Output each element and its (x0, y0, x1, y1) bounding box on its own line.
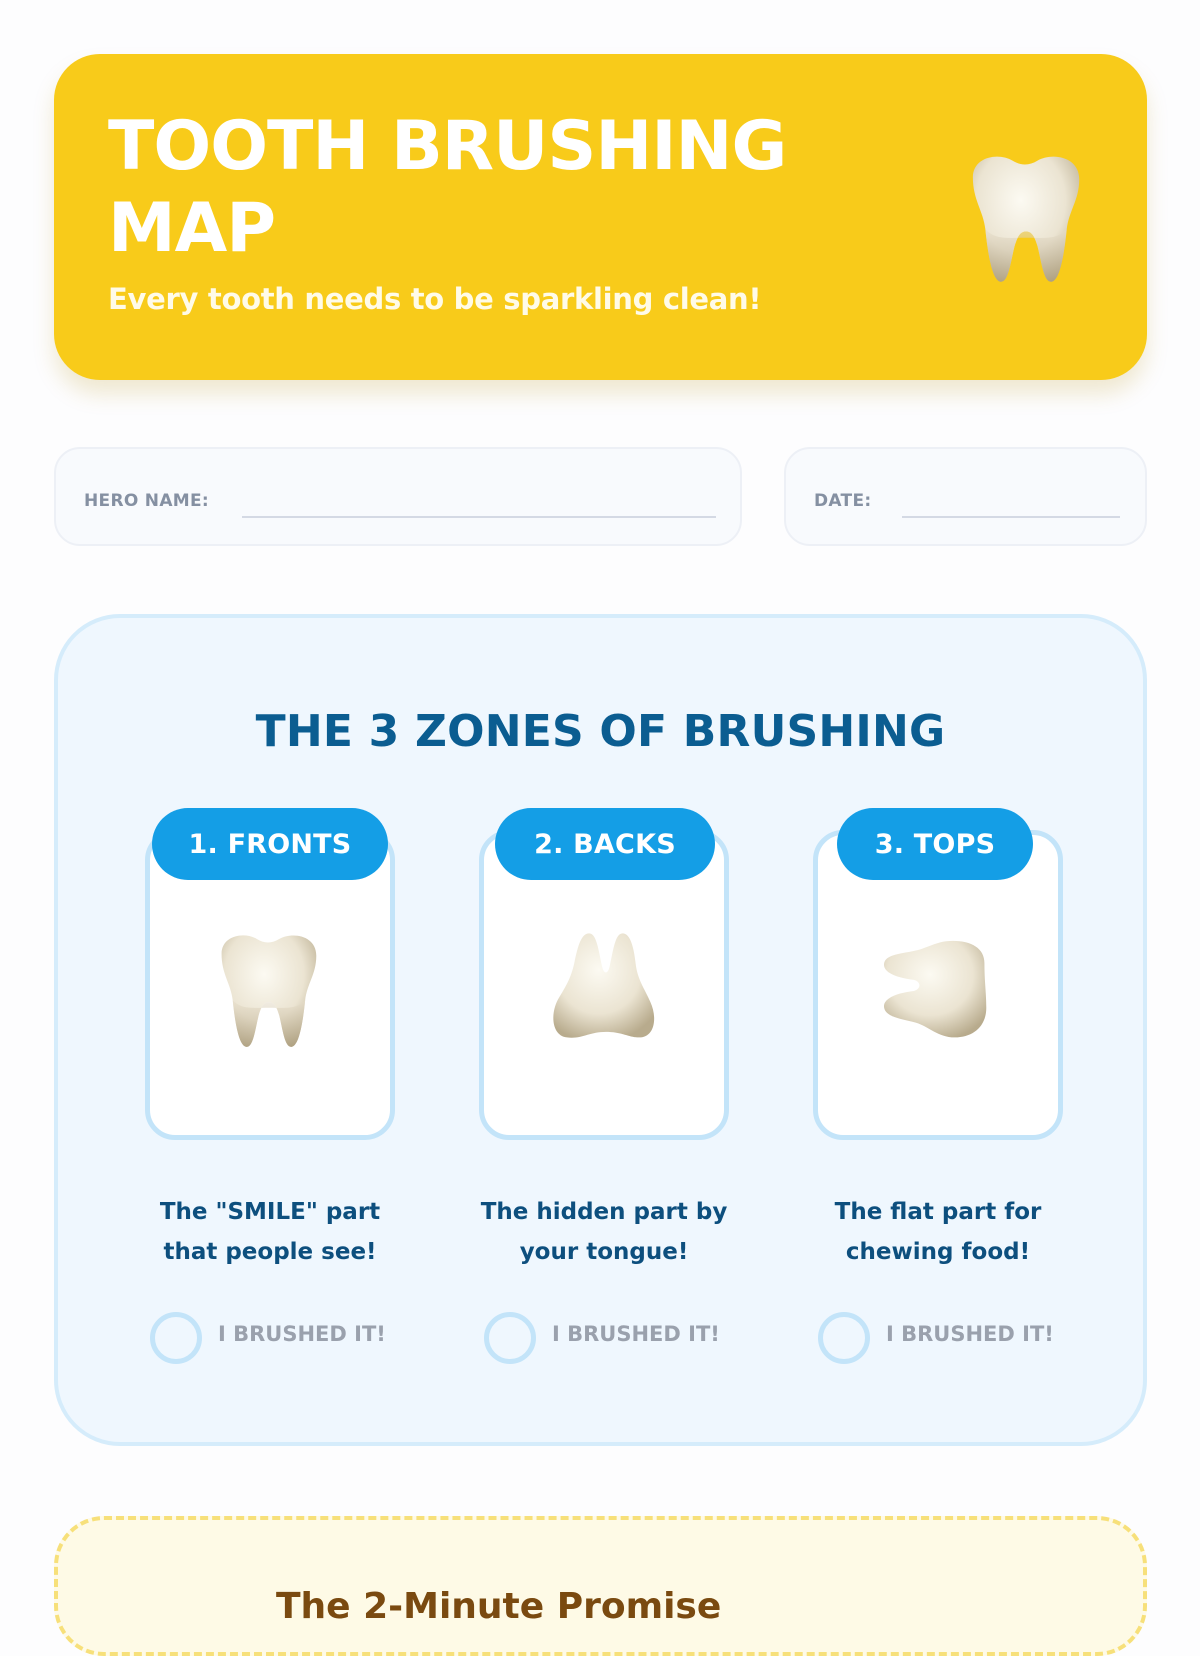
tooth-back-icon (539, 926, 669, 1056)
zone-description-line: chewing food! (845, 1239, 1031, 1265)
zones-title: THE 3 ZONES OF BRUSHING (255, 706, 946, 757)
hero-name-field (54, 447, 742, 546)
zone-description-fronts (120, 1192, 420, 1272)
header-banner (54, 54, 1147, 380)
hero-name-input[interactable] (242, 516, 716, 518)
zone-description-line: your tongue! (519, 1239, 689, 1265)
zone-label-fronts: 1. FRONTS (152, 808, 388, 880)
zone-description-line: The "SMILE" part (159, 1199, 381, 1225)
page-title (108, 106, 868, 270)
zone-description-line: that people see! (163, 1239, 377, 1265)
zone-description-backs (454, 1192, 754, 1272)
page-subtitle: Every tooth needs to be sparkling clean! (108, 282, 762, 316)
zone-label-tops: 3. TOPS (837, 808, 1033, 880)
zone-description-line: The hidden part by (480, 1199, 728, 1225)
brushed-checkbox-backs[interactable] (484, 1312, 536, 1364)
date-label: DATE: (814, 491, 872, 511)
date-input[interactable] (902, 516, 1120, 518)
promise-title: The 2-Minute Promise (276, 1586, 722, 1627)
zone-description-tops (788, 1192, 1088, 1272)
brushed-label-tops: I BRUSHED IT! (886, 1322, 1054, 1346)
zones-panel (54, 614, 1147, 1446)
brushed-label-fronts: I BRUSHED IT! (218, 1322, 386, 1346)
title-line-2: MAP (108, 189, 276, 268)
hero-name-label: HERO NAME: (84, 491, 210, 511)
brushed-checkbox-fronts[interactable] (150, 1312, 202, 1364)
title-line-1: TOOTH BRUSHING (108, 107, 787, 186)
promise-section (54, 1516, 1147, 1656)
zone-label-backs: 2. BACKS (495, 808, 715, 880)
date-field (784, 447, 1147, 546)
tooth-icon (952, 146, 1098, 292)
brushed-label-backs: I BRUSHED IT! (552, 1322, 720, 1346)
zone-description-line: The flat part for (834, 1199, 1042, 1225)
tooth-front-icon (203, 926, 333, 1056)
tooth-top-icon (873, 926, 1003, 1056)
brushed-checkbox-tops[interactable] (818, 1312, 870, 1364)
